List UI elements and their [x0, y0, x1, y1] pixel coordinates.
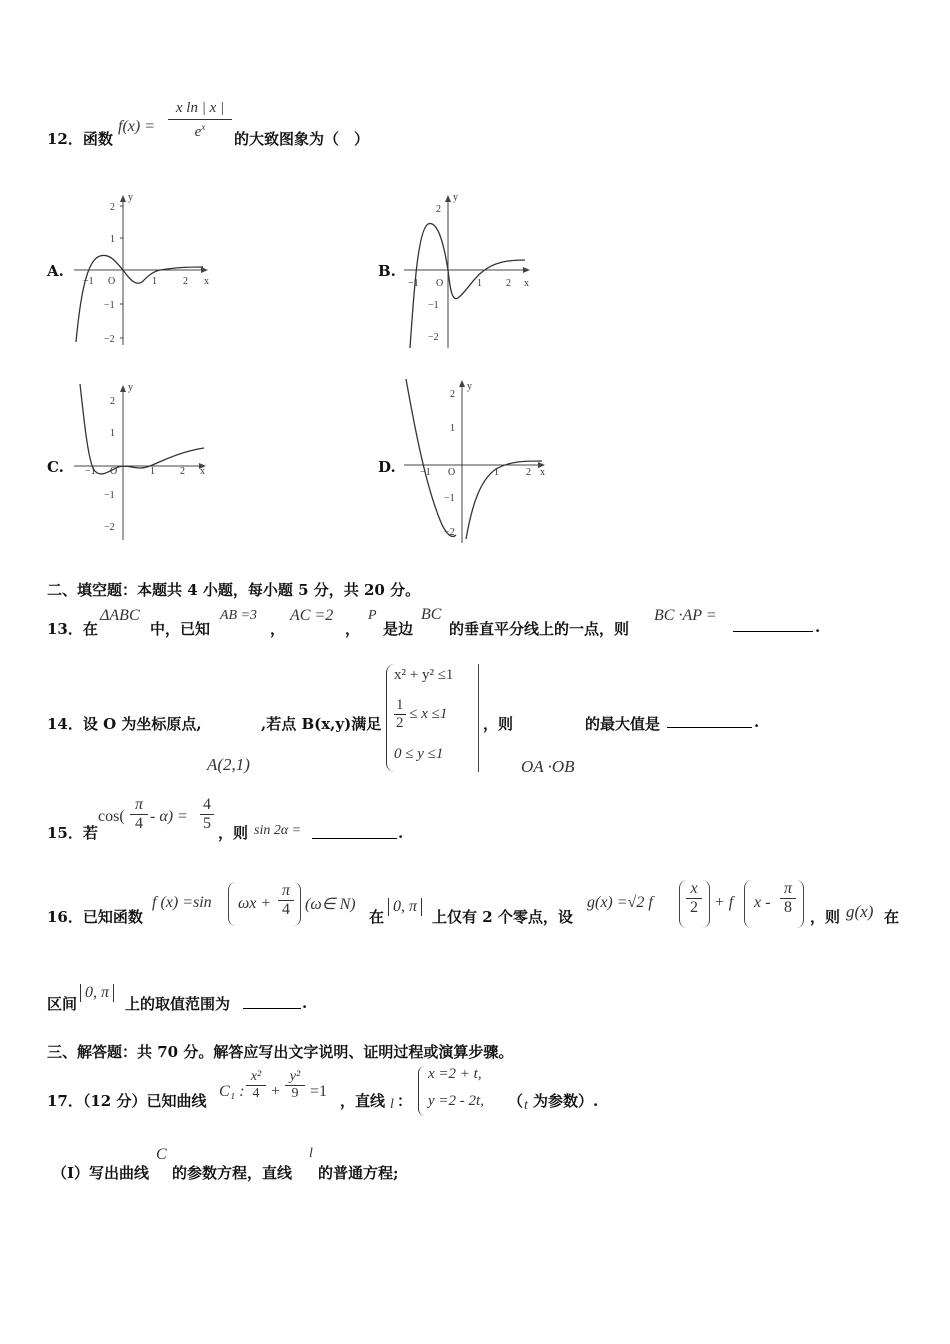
tick-x-label: x: [204, 276, 209, 287]
q16-two: 2: [690, 899, 698, 916]
q16-pi2: π: [780, 880, 796, 899]
q12-prefix: 12．函数: [47, 130, 113, 148]
q16-fx: f (x) =sin: [152, 894, 212, 911]
q12-denominator: e: [194, 124, 202, 140]
q17-y2: y²: [285, 1069, 305, 1086]
q13-ab: AB =3: [220, 608, 258, 623]
option-d-label[interactable]: D.: [378, 458, 396, 476]
q13-comma2: ，: [345, 620, 361, 638]
q14-constraint-3: 0 ≤ y ≤1: [394, 746, 444, 762]
q16b-p2: 上的取值范围为: [125, 995, 231, 1013]
tick-origin: O: [448, 467, 456, 478]
q16-p2: 在: [369, 908, 385, 926]
q12-denominator-exp: x: [201, 122, 206, 132]
q17i-l: l: [309, 1146, 313, 1161]
tick-y2: 2: [436, 204, 441, 215]
q16-gx2: g(x): [846, 902, 874, 921]
tick-ym2: −2: [104, 522, 115, 533]
section-3-title: 三、解答题：共 70 分。解答应写出文字说明、证明过程或演算步骤。: [47, 1043, 514, 1061]
q17-four: 4: [252, 1086, 260, 1101]
tick-ym1: −1: [444, 493, 455, 504]
q15-end: .: [398, 824, 404, 842]
tick-y2: 2: [450, 389, 455, 400]
tick-x-label: x: [524, 278, 529, 289]
tick-x2: 2: [506, 278, 511, 289]
tick-y-label: y: [128, 382, 133, 393]
q13-p4: 的垂直平分线上的一点，则: [449, 620, 630, 638]
q17i-p1: （I）写出曲线: [52, 1164, 150, 1182]
q13-expression: BC ·AP =: [654, 607, 717, 624]
tick-y2: 2: [110, 396, 115, 407]
q16b-p1: 区间: [47, 995, 78, 1013]
q14-constraint-2: ≤ x ≤1: [409, 705, 448, 722]
q12-suffix: 的大致图象为（ ）: [234, 130, 370, 148]
q13-p2: 中，已知: [150, 620, 211, 638]
tick-ym2: −2: [444, 527, 455, 538]
tick-origin: O: [110, 466, 118, 477]
option-a-label[interactable]: A.: [47, 262, 64, 280]
q12-fx: f(x) =: [118, 118, 155, 135]
tick-y1: 1: [110, 428, 115, 439]
q15-pi: π: [130, 796, 148, 815]
q16-interval: 0, π: [388, 898, 422, 916]
q15-four: 4: [135, 815, 143, 832]
q17-x2: x²: [246, 1069, 266, 1086]
q16-paren-l3: [744, 880, 752, 928]
q13-comma1: ，: [270, 620, 286, 638]
q17-colon: ：: [397, 1092, 413, 1110]
tick-y-label: y: [453, 192, 458, 203]
q13-end: .: [815, 618, 821, 636]
q16-x: x: [686, 880, 702, 899]
tick-x-label: x: [540, 467, 545, 478]
option-c-label[interactable]: C.: [47, 458, 64, 476]
q15-p2: ，则: [218, 824, 249, 842]
graph-d[interactable]: [400, 375, 550, 545]
q17i-p3: 的普通方程;: [318, 1164, 399, 1182]
tick-ym2: −2: [104, 334, 115, 345]
q16-p4: ，则: [810, 908, 841, 926]
q16b-interval: 0, π: [80, 984, 114, 1002]
q15-sin: sin 2α =: [254, 823, 302, 838]
option-b-label[interactable]: B.: [378, 262, 396, 280]
tick-ym1: −1: [428, 300, 439, 311]
tick-ym1: −1: [104, 490, 115, 501]
q14-frac-den: 2: [396, 715, 404, 731]
q15-den5: 5: [203, 815, 211, 832]
tick-x1: 1: [494, 467, 499, 478]
tick-xm1: −1: [83, 276, 94, 287]
q12-numerator: x ln | x |: [168, 100, 232, 120]
tick-xm1: −1: [420, 467, 431, 478]
q17-p1: 17．（12 分）已知曲线: [47, 1092, 207, 1110]
q16-eight: 8: [784, 899, 792, 916]
tick-x2: 2: [183, 276, 188, 287]
tick-x1: 1: [150, 466, 155, 477]
q16-pi: π: [278, 882, 294, 901]
q14-constraint-1: x² + y² ≤1: [394, 667, 454, 683]
q17-t: t: [524, 1098, 528, 1113]
tick-origin: O: [108, 276, 116, 287]
q16-cond: (ω∈ N): [305, 896, 356, 913]
q17-p2: ，直线: [340, 1092, 386, 1110]
tick-x2: 2: [526, 467, 531, 478]
q13-answer-blank[interactable]: [733, 617, 813, 632]
q17-plus: +: [270, 1083, 281, 1100]
tick-ym1: −1: [104, 300, 115, 311]
q14-p3: ，则: [483, 715, 514, 733]
tick-xm1: −1: [408, 278, 419, 289]
q17i-p2: 的参数方程，直线: [172, 1164, 293, 1182]
q17i-c: C: [156, 1146, 167, 1163]
q16-paren-l: [228, 882, 237, 926]
q13-p1: 13．在: [47, 620, 98, 638]
q14-expression: OA ·OB: [521, 757, 575, 776]
q14-p4: 的最大值是: [585, 715, 661, 733]
section-2-title: 二、填空题：本题共 4 小题，每小题 5 分，共 20 分。: [47, 581, 421, 599]
tick-y1: 1: [110, 234, 115, 245]
q16-p5: 在: [884, 908, 900, 926]
q16-paren-r: [292, 882, 301, 926]
q13-p3: 是边: [383, 620, 414, 638]
q17-nine: 9: [291, 1086, 299, 1101]
tick-xm1: −1: [85, 466, 96, 477]
q14-end: .: [754, 713, 760, 731]
q14-frac-num: 1: [396, 697, 404, 713]
q14-p2: ,若点 B(x,y)满足: [261, 715, 382, 733]
q15-answer-blank[interactable]: [312, 824, 397, 839]
q17-c1: C₁ :: [219, 1083, 245, 1100]
q14-answer-blank[interactable]: [667, 713, 752, 728]
q14-p1: 14．设 O 为坐标原点,: [47, 715, 202, 733]
graph-b[interactable]: [400, 190, 545, 350]
tick-y1: 1: [450, 423, 455, 434]
q17-eq1: =1: [310, 1083, 328, 1100]
tick-origin: O: [436, 278, 444, 289]
q16-gx: g(x) =√2 f: [587, 894, 653, 911]
q15-num4: 4: [200, 796, 214, 815]
q13-p: P: [368, 608, 377, 623]
q16-answer-blank[interactable]: [243, 994, 301, 1009]
q16-plus-f: + f: [714, 894, 734, 911]
q13-triangle: ΔABC: [100, 607, 140, 624]
tick-x1: 1: [477, 278, 482, 289]
q14-right-brace: [470, 664, 479, 772]
q16-x-minus: x -: [754, 894, 771, 911]
q17-l: l: [390, 1097, 394, 1112]
q15-p1: 15．若: [47, 824, 98, 842]
q16-paren-r3: [796, 880, 804, 928]
q15-minus-alpha: - α) =: [150, 808, 188, 825]
tick-x2: 2: [180, 466, 185, 477]
q13-ac: AC =2: [290, 607, 334, 624]
tick-ym2: −2: [428, 332, 439, 343]
q16-p3: 上仅有 2 个零点，设: [432, 908, 573, 926]
tick-y-label: y: [128, 192, 133, 203]
tick-y2: 2: [110, 202, 115, 213]
q15-cos: cos(: [98, 808, 125, 825]
q17-p4: 为参数）.: [533, 1092, 599, 1110]
graph-c[interactable]: [68, 380, 213, 545]
q17-eq-y: y =2 - 2t,: [428, 1093, 484, 1109]
q13-bc: BC: [421, 606, 442, 623]
q17-eq-x: x =2 + t,: [428, 1066, 482, 1082]
q16b-end: .: [302, 994, 308, 1012]
tick-x1: 1: [152, 276, 157, 287]
tick-x-label: x: [200, 466, 205, 477]
q16-wx: ωx +: [238, 895, 272, 912]
q16-four: 4: [282, 901, 290, 918]
tick-y-label: y: [467, 381, 472, 392]
q16-paren-r2: [702, 880, 710, 928]
graph-a[interactable]: [68, 190, 213, 350]
q17-p3: （: [508, 1092, 524, 1110]
q16-p1: 16．已知函数: [47, 908, 143, 926]
q14-point-a: A(2,1): [207, 755, 250, 774]
q17-brace: [418, 1066, 425, 1116]
